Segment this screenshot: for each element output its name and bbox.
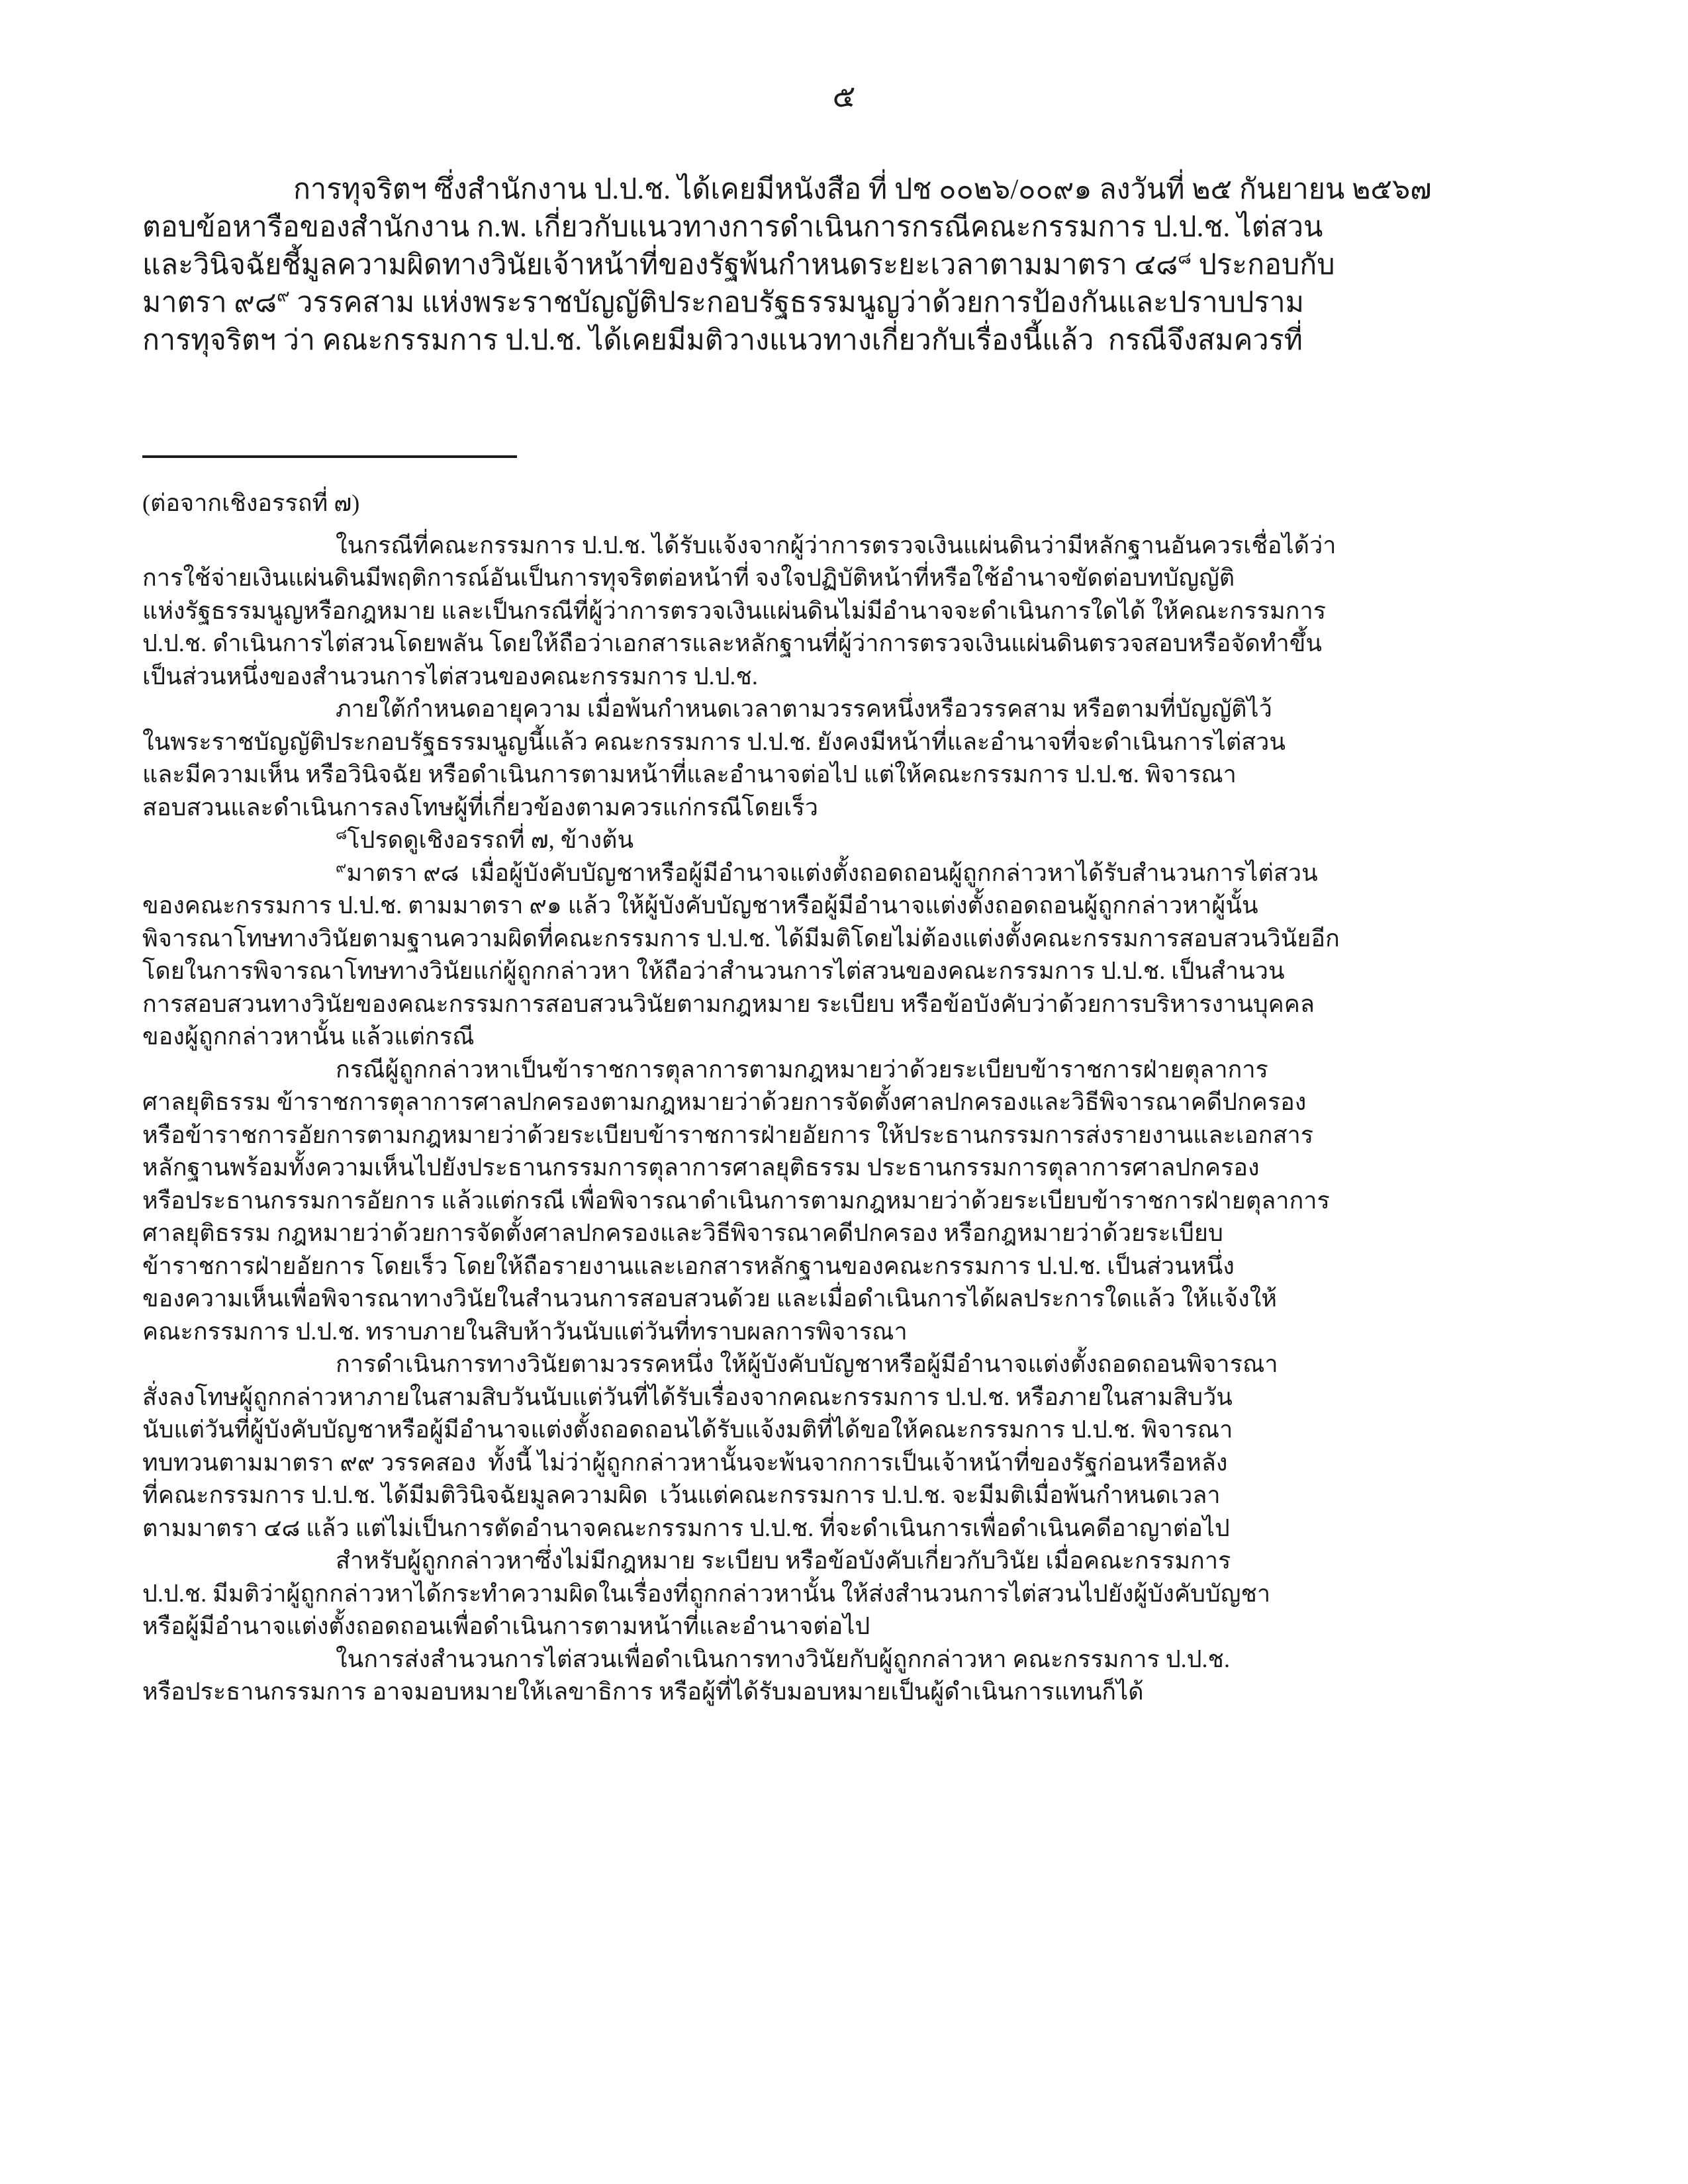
footnote-section: [142, 487, 1566, 1709]
footnote-text-line: แห่งรัฐธรรมนูญหรือกฎหมาย และเป็นกรณีที่ผู้ว่าการตรวจเงินแผ่นดินไม่มีอำนาจจะดำเนินการใดได้ ให้คณะกรรมการ: [142, 597, 1327, 624]
footnote-reference-number: ๘: [336, 826, 348, 842]
footnote-reference-number: ๙: [277, 285, 290, 306]
body-text-line: [142, 246, 1566, 284]
footnote-text-line: หลักฐานพร้อมทั้งความเห็นไปยังประธานกรรมการตุลาการศาลยุติธรรม ประธานกรรมการตุลาการศาลปกครอง: [142, 1154, 1260, 1181]
footnote-text-line: ข้าราชการฝ่ายอัยการ โดยเร็ว โดยให้ถือรายงานและเอกสารหลักฐานของคณะกรรมการ ป.ป.ช. เป็นส่วนหนึ่ง: [142, 1252, 1235, 1279]
footnote-text-line: ในพระราชบัญญัติประกอบรัฐธรรมนูญนี้แล้ว คณะกรรมการ ป.ป.ช. ยังคงมีหน้าที่และอำนาจที่จะดำเนินการไต่สวน: [142, 728, 1286, 755]
body-text-line: ตอบข้อหารือของสำนักงาน ก.พ. เกี่ยวกับแนวทางการดำเนินการกรณีคณะกรรมการ ป.ป.ช. ไต่สวน: [142, 212, 1323, 243]
footnote-text-line: การดำเนินการทางวินัยตามวรรคหนึ่ง ให้ผู้บังคับบัญชาหรือผู้มีอำนาจแต่งตั้งถอดถอนพิจารณา: [336, 1351, 1278, 1377]
footnote-reference-number: ๘: [1178, 248, 1192, 268]
footnote-text-line: ศาลยุติธรรม ข้าราชการตุลาการศาลปกครองตามกฎหมายว่าด้วยการจัดตั้งศาลปกครองและวิธีพิจารณาคดีปกครอง: [142, 1089, 1307, 1115]
body-text-line: [142, 284, 1566, 322]
footnote-text-line: [142, 857, 1566, 890]
footnote-text-line: นับแต่วันที่ผู้บังคับบัญชาหรือผู้มีอำนาจแต่งตั้งถอดถอนได้รับแจ้งมติที่ได้ขอให้คณะกรรมการ ป.ป.ช. พิจารณา: [142, 1416, 1233, 1443]
footnote-text-line: ป.ป.ช. ดำเนินการไต่สวนโดยพลัน โดยให้ถือว่าเอกสารและหลักฐานที่ผู้ว่าการตรวจเงินแผ่นดินตรวจสอบหรือจัดทำขึ้น: [142, 630, 1322, 657]
footnote-continuation-label: (ต่อจากเชิงอรรถที่ ๗): [142, 490, 360, 516]
main-paragraph: [142, 171, 1566, 359]
footnote-text-line: [142, 824, 1566, 857]
footnote-text-line: หรือข้าราชการอัยการตามกฎหมายว่าด้วยระเบียบข้าราชการฝ่ายอัยการ ให้ประธานกรรมการส่งรายงานและเอกสาร: [142, 1121, 1314, 1148]
line-text: มาตรา ๙๘ เมื่อผู้บังคับบัญชาหรือผู้มีอำนาจแต่งตั้งถอดถอนผู้ถูกกล่าวหาได้รับสำนวนการไต่สวน: [346, 859, 1318, 886]
footnote-text-line: การใช้จ่ายเงินแผ่นดินมีพฤติการณ์อันเป็นการทุจริตต่อหน้าที่ จงใจปฏิบัติหน้าที่หรือใช้อำนาจขัดต่อบทบัญญัติ: [142, 565, 1235, 591]
footnote-body: [142, 529, 1566, 1709]
footnote-text-line: สำหรับผู้ถูกกล่าวหาซึ่งไม่มีกฎหมาย ระเบียบ หรือข้อบังคับเกี่ยวกับวินัย เมื่อคณะกรรมการ: [336, 1547, 1231, 1574]
footnote-text-line: สั่งลงโทษผู้ถูกกล่าวหาภายในสามสิบวันนับแต่วันที่ได้รับเรื่องจากคณะกรรมการ ป.ป.ช. หรือภายในสามสิบวัน: [142, 1383, 1233, 1410]
footnote-reference-number: ๙: [336, 858, 347, 876]
body-text-line: การทุจริตฯ ซึ่งสำนักงาน ป.ป.ช. ได้เคยมีหนังสือ ที่ ปช ๐๐๒๖/๐๐๙๑ ลงวันที่ ๒๕ กันยายน ๒๕๖๗: [293, 174, 1432, 205]
footnote-text-line: ทบทวนตามมาตรา ๙๙ วรรคสอง ทั้งนี้ ไม่ว่าผู้ถูกกล่าวหานั้นจะพ้นจากการเป็นเจ้าหน้าที่ของรัฐก่อนหรือหลัง: [142, 1449, 1228, 1476]
line-text: โปรดดูเชิงอรรถที่ ๗, ข้างต้น: [347, 827, 634, 853]
line-text: วรรคสาม แห่งพระราชบัญญัติประกอบรัฐธรรมนูญว่าด้วยการป้องกันและปราบปราม: [289, 287, 1304, 318]
footnote-text-line: ป.ป.ช. มีมติว่าผู้ถูกกล่าวหาได้กระทำความผิดในเรื่องที่ถูกกล่าวหานั้น ให้ส่งสำนวนการไต่สวนไปยังผู้บังคับบัญชา: [142, 1580, 1271, 1607]
footnote-text-line: ที่คณะกรรมการ ป.ป.ช. ได้มีมติวินิจฉัยมูลความผิด เว้นแต่คณะกรรมการ ป.ป.ช. จะมีมติเมื่อพ้นกำหนดเวลา: [142, 1482, 1221, 1508]
footnote-text-line: หรือประธานกรรมการอัยการ แล้วแต่กรณี เพื่อพิจารณาดำเนินการตามกฎหมายว่าด้วยระเบียบข้าราชการฝ่ายตุลาการ: [142, 1187, 1330, 1214]
footnote-text-line: ภายใต้กำหนดอายุความ เมื่อพ้นกำหนดเวลาตามวรรคหนึ่งหรือวรรคสาม หรือตามที่บัญญัติไว้: [336, 696, 1272, 722]
footnote-text-line: ในการส่งสำนวนการไต่สวนเพื่อดำเนินการทางวินัยกับผู้ถูกกล่าวหา คณะกรรมการ ป.ป.ช.: [336, 1645, 1230, 1672]
footnote-text-line: หรือผู้มีอำนาจแต่งตั้งถอดถอนเพื่อดำเนินการตามหน้าที่และอำนาจต่อไป: [142, 1613, 870, 1639]
footnote-text-line: พิจารณาโทษทางวินัยตามฐานความผิดที่คณะกรรมการ ป.ป.ช. ได้มีมติโดยไม่ต้องแต่งตั้งคณะกรรมการสอบสวนวินัยอีก: [142, 925, 1340, 952]
line-text: มาตรา ๙๘: [142, 287, 277, 318]
footnote-text-line: ของผู้ถูกกล่าวหานั้น แล้วแต่กรณี: [142, 1023, 475, 1050]
footnote-text-line: กรณีผู้ถูกกล่าวหาเป็นข้าราชการตุลาการตามกฎหมายว่าด้วยระเบียบข้าราชการฝ่ายตุลาการ: [336, 1056, 1268, 1083]
line-text: ประกอบกับ: [1191, 250, 1335, 281]
footnote-text-line: ของคณะกรรมการ ป.ป.ช. ตามมาตรา ๙๑ แล้ว ให้ผู้บังคับบัญชาหรือผู้มีอำนาจแต่งตั้งถอดถอนผู้ถูกกล่าวหาผู้นั้น: [142, 892, 1258, 919]
footnote-text-line: ของความเห็นเพื่อพิจารณาทางวินัยในสำนวนการสอบสวนด้วย และเมื่อดำเนินการได้ผลประการใดแล้ว ให้แจ้งให้: [142, 1285, 1278, 1312]
footnote-separator: [142, 455, 517, 458]
line-text: และวินิจฉัยชี้มูลความผิดทางวินัยเจ้าหน้าที่ของรัฐพ้นกำหนดระยะเวลาตามมาตรา ๔๘: [142, 250, 1178, 281]
footnote-text-line: คณะกรรมการ ป.ป.ช. ทราบภายในสิบห้าวันนับแต่วันที่ทราบผลการพิจารณา: [142, 1318, 908, 1345]
footnote-text-line: หรือประธานกรรมการ อาจมอบหมายให้เลขาธิการ หรือผู้ที่ได้รับมอบหมายเป็นผู้ดำเนินการแทนก็ได้: [142, 1678, 1144, 1705]
page-number: ๕: [832, 79, 856, 113]
body-text-line: การทุจริตฯ ว่า คณะกรรมการ ป.ป.ช. ได้เคยมีมติวางแนวทางเกี่ยวกับเรื่องนี้แล้ว กรณีจึงสมควรที่: [142, 325, 1303, 356]
footnote-text-line: โดยในการพิจารณาโทษทางวินัยแก่ผู้ถูกกล่าวหา ให้ถือว่าสำนวนการไต่สวนของคณะกรรมการ ป.ป.ช. เป็นสำนวน: [142, 958, 1285, 984]
footnote-text-line: การสอบสวนทางวินัยของคณะกรรมการสอบสวนวินัยตามกฎหมาย ระเบียบ หรือข้อบังคับว่าด้วยการบริหารงานบุคคล: [142, 990, 1315, 1017]
footnote-text-line: และมีความเห็น หรือวินิจฉัย หรือดำเนินการตามหน้าที่และอำนาจต่อไป แต่ให้คณะกรรมการ ป.ป.ช. พิจารณา: [142, 761, 1237, 788]
footnote-text-line: เป็นส่วนหนึ่งของสำนวนการไต่สวนของคณะกรรมการ ป.ป.ช.: [142, 662, 758, 690]
footnote-text-line: ในกรณีที่คณะกรรมการ ป.ป.ช. ได้รับแจ้งจากผู้ว่าการตรวจเงินแผ่นดินว่ามีหลักฐานอันควรเชื่อได้ว่า: [336, 531, 1336, 559]
footnote-text-line: ศาลยุติธรรม กฎหมายว่าด้วยการจัดตั้งศาลปกครองและวิธีพิจารณาคดีปกครอง หรือกฎหมายว่าด้วยระเบียบ: [142, 1220, 1223, 1246]
footnote-text-line: สอบสวนและดำเนินการลงโทษผู้ที่เกี่ยวข้องตามควรแก่กรณีโดยเร็ว: [142, 794, 818, 821]
footnote-text-line: ตามมาตรา ๔๘ แล้ว แต่ไม่เป็นการตัดอำนาจคณะกรรมการ ป.ป.ช. ที่จะดำเนินการเพื่อดำเนินคดีอาญาต่อไป: [142, 1514, 1230, 1541]
